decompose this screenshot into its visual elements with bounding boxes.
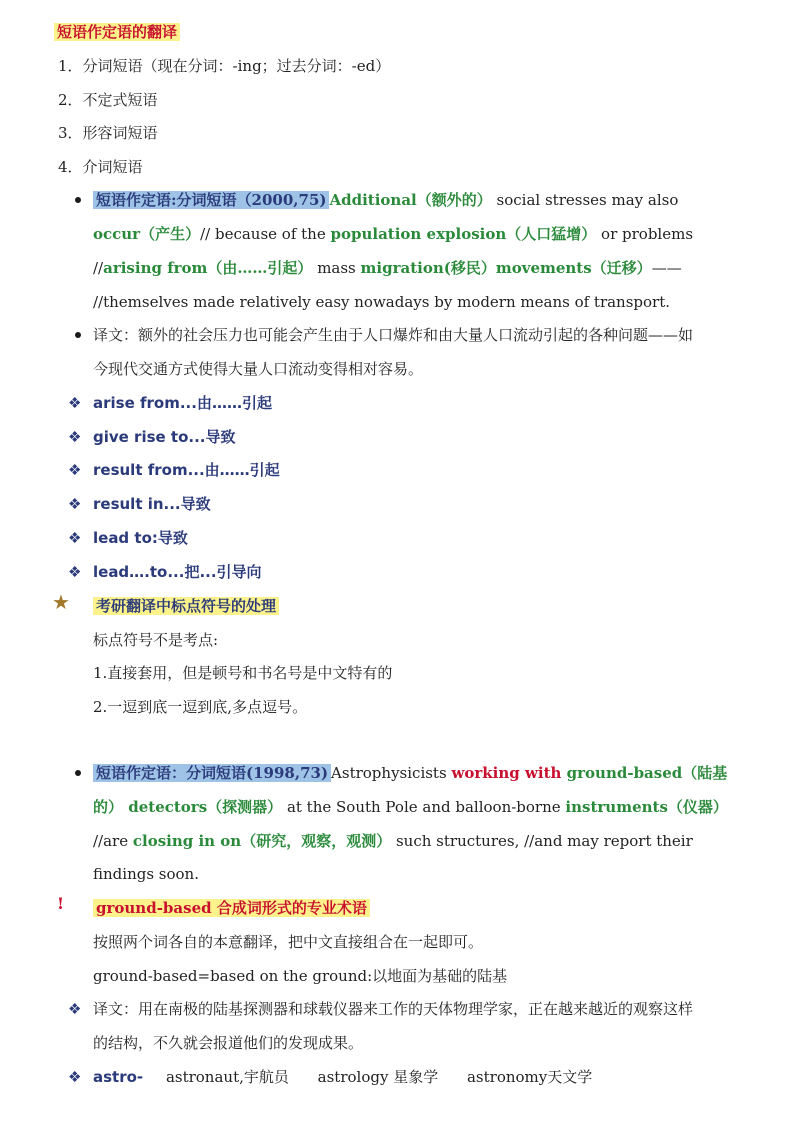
sentence-text: social stresses may also <box>491 191 679 209</box>
diamond-bullet-icon: ❖ <box>68 461 82 479</box>
compound-heading <box>93 896 370 920</box>
phrase-item: lead to:导致 <box>93 529 188 547</box>
term: instruments（仪器） <box>565 798 728 816</box>
page-title <box>54 20 180 44</box>
term: closing in on（研究，观察，观测） <box>132 832 392 850</box>
example-1-line-1 <box>93 188 678 212</box>
term: Additional（额外的） <box>329 191 492 209</box>
list-text: 介词短语 <box>82 158 143 176</box>
phrase-item: give rise to...导致 <box>93 428 236 446</box>
astro-word: astrology 星象学 <box>317 1068 439 1086</box>
example-1-line-2 <box>93 222 693 246</box>
heading-text: 考研翻译中标点符号的处理 <box>93 597 279 615</box>
example-2-line-4: findings soon. <box>93 865 199 883</box>
translation-2-line-2: 的结构，不久就会报道他们的发现成果。 <box>93 1034 364 1052</box>
translation-2-line-1: 译文：用在南极的陆基探测器和球载仪器来工作的天体物理学家，正在越来越近的观察这样 <box>93 1000 694 1018</box>
example-2-line-2 <box>93 795 728 819</box>
translation-1-line-1: 译文：额外的社会压力也可能会产生由于人口爆炸和由大量人口流动引起的各种问题——如 <box>93 326 694 344</box>
list-text: 不定式短语 <box>82 91 158 109</box>
astro-word: astronomy天文学 <box>466 1068 593 1086</box>
exclamation-icon: ! <box>57 894 65 913</box>
list-text: 形容词短语 <box>82 124 158 142</box>
bullet-icon <box>75 332 81 338</box>
term: 的） <box>93 798 124 816</box>
sentence-text: —— <box>651 259 682 277</box>
astro-line <box>93 1065 592 1089</box>
phrase-item: lead….to...把...引导向 <box>93 563 262 581</box>
phrase-item: arise from...由……引起 <box>93 394 272 412</box>
term: working with <box>451 764 562 782</box>
diamond-bullet-icon: ❖ <box>68 428 82 446</box>
phrase-item: result from...由……引起 <box>93 461 280 479</box>
term: arising from（由……引起） <box>103 259 313 277</box>
bullet-icon <box>75 770 81 776</box>
punctuation-line-1: 标点符号不是考点: <box>93 631 219 649</box>
list-number: 1． <box>58 57 83 75</box>
sentence-text: such structures, //and may report their <box>391 832 693 850</box>
sentence-text: // <box>93 259 104 277</box>
list-item <box>58 54 390 78</box>
term: occur（产生） <box>93 225 201 243</box>
star-icon: ★ <box>52 590 70 614</box>
example-1-line-3 <box>93 256 682 280</box>
list-number: 2． <box>58 91 83 109</box>
list-number: 3． <box>58 124 83 142</box>
sentence-text: // because of the <box>200 225 331 243</box>
bullet-icon <box>75 197 81 203</box>
sentence-text: or problems <box>596 225 694 243</box>
astro-word: astronaut,宇航员 <box>165 1068 289 1086</box>
example-2-line-3 <box>93 829 693 853</box>
punctuation-line-2: 1.直接套用，但是顿号和书名号是中文特有的 <box>93 664 393 682</box>
sentence-text: at the South Pole and balloon-borne <box>282 798 566 816</box>
term: detectors（探测器） <box>123 798 283 816</box>
compound-line-2: ground-based=based on the ground:以地面为基础的陆基 <box>93 967 508 985</box>
compound-line-1: 按照两个词各自的本意翻译，把中文直接组合在一起即可。 <box>93 933 484 951</box>
term: migration(移民）movements（迁移） <box>360 259 652 277</box>
astro-label: astro- <box>93 1068 144 1086</box>
sentence-text: Astrophysicists <box>331 764 452 782</box>
example-label: 短语作定语：分词短语(1998,73) <box>93 764 331 782</box>
example-2-line-1 <box>93 761 727 785</box>
heading-text: ground-based 合成词形式的专业术语 <box>93 899 370 917</box>
term: ground-based（陆基 <box>561 764 728 782</box>
diamond-bullet-icon: ❖ <box>68 1000 82 1018</box>
phrase-item: result in...导致 <box>93 495 211 513</box>
list-text: 分词短语（现在分词：-ing；过去分词：-ed） <box>82 57 391 75</box>
list-item <box>58 88 158 112</box>
punctuation-line-3: 2.一逗到底一逗到底,多点逗号。 <box>93 698 308 716</box>
translation-1-line-2: 今现代交通方式使得大量人口流动变得相对容易。 <box>93 360 424 378</box>
diamond-bullet-icon: ❖ <box>68 529 82 547</box>
punctuation-heading <box>93 594 279 618</box>
sentence-text: //are <box>93 832 133 850</box>
title-text: 短语作定语的翻译 <box>54 23 180 41</box>
diamond-bullet-icon: ❖ <box>68 563 82 581</box>
sentence-text: mass <box>312 259 361 277</box>
example-1-line-4: //themselves made relatively easy nowadays by modern means of transport. <box>93 293 671 311</box>
diamond-bullet-icon: ❖ <box>68 495 82 513</box>
term: population explosion（人口猛增） <box>330 225 597 243</box>
list-item <box>58 121 158 145</box>
diamond-bullet-icon: ❖ <box>68 394 82 412</box>
example-label: 短语作定语:分词短语（2000,75) <box>93 191 329 209</box>
diamond-bullet-icon: ❖ <box>68 1068 82 1086</box>
list-number: 4． <box>58 158 83 176</box>
list-item <box>58 155 143 179</box>
